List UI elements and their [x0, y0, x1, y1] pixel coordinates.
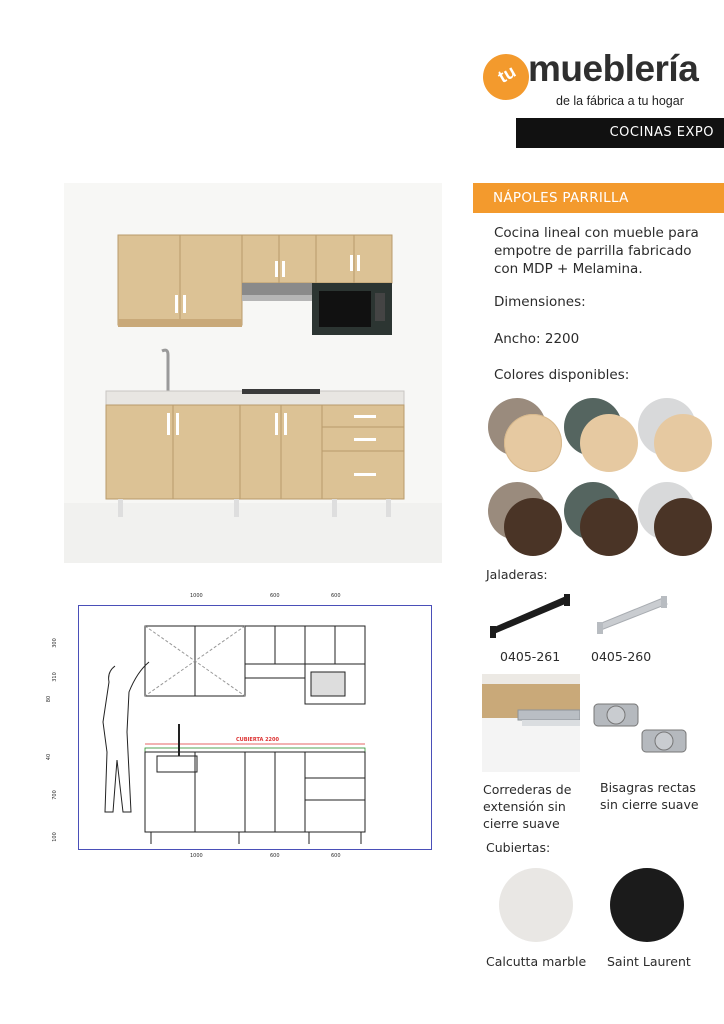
handle-code-1: 0405-261 — [500, 649, 561, 664]
countertops-label: Cubiertas: — [486, 840, 551, 855]
drawing-side-dim-1: 300 — [51, 638, 58, 648]
section-label: COCINAS EXPO — [516, 118, 724, 148]
logo-tagline: de la fábrica a tu hogar — [556, 94, 684, 108]
product-title: NÁPOLES PARRILLA — [473, 183, 724, 213]
hinges-caption: Bisagras rectas sin cierre suave — [600, 780, 699, 812]
kitchen-photo — [64, 183, 442, 563]
swatch-front — [580, 414, 638, 472]
swatch-front — [504, 498, 562, 556]
drawing-side-dim-4: 40 — [46, 753, 53, 761]
handle-black-image — [486, 588, 576, 642]
drawing-side-dim-5: 700 — [51, 790, 58, 800]
saint-laurent-swatch — [610, 868, 684, 942]
colors-label: Colores disponibles: — [494, 367, 630, 383]
handles-label: Jaladeras: — [486, 567, 548, 582]
drawer-slide-image — [482, 674, 580, 772]
hinges-image — [586, 682, 708, 760]
drawing-bottom-dim-1: 1000 — [190, 853, 203, 859]
drawing-side-dim-3: 80 — [46, 695, 53, 703]
handle-silver-image — [593, 590, 673, 638]
swatch-front — [654, 414, 712, 472]
drawing-top-dim-1: 1000 — [190, 593, 203, 599]
logo-badge-text: tu — [494, 61, 520, 87]
swatch-front — [654, 498, 712, 556]
width-value: Ancho: 2200 — [494, 331, 580, 347]
calcutta-swatch — [499, 868, 573, 942]
logo-wordmark: mueblería — [528, 48, 699, 89]
handle-code-2: 0405-260 — [591, 649, 652, 664]
drawing-side-dim-2: 310 — [51, 672, 58, 682]
dimensions-label: Dimensiones: — [494, 294, 586, 310]
countertop-name-2: Saint Laurent — [607, 954, 691, 969]
drawing-counter-label: CUBIERTA 2200 — [236, 737, 279, 743]
swatch-front — [504, 414, 562, 472]
drawing-bottom-dim-2: 600 — [270, 853, 280, 859]
countertop-name-1: Calcutta marble — [486, 954, 587, 969]
slides-caption: Correderas de extensión sin cierre suave — [483, 782, 572, 831]
swatch-front — [580, 498, 638, 556]
technical-drawing — [78, 605, 432, 850]
drawing-bottom-dim-3: 600 — [331, 853, 341, 859]
drawing-top-dim-2: 600 — [270, 593, 280, 599]
color-swatch-grid — [486, 396, 721, 556]
drawing-side-dim-6: 100 — [51, 832, 58, 842]
drawing-top-dim-3: 600 — [331, 593, 341, 599]
product-description: Cocina lineal con mueble para empotre de parrilla fabricado con MDP + Melamina. — [494, 225, 699, 277]
